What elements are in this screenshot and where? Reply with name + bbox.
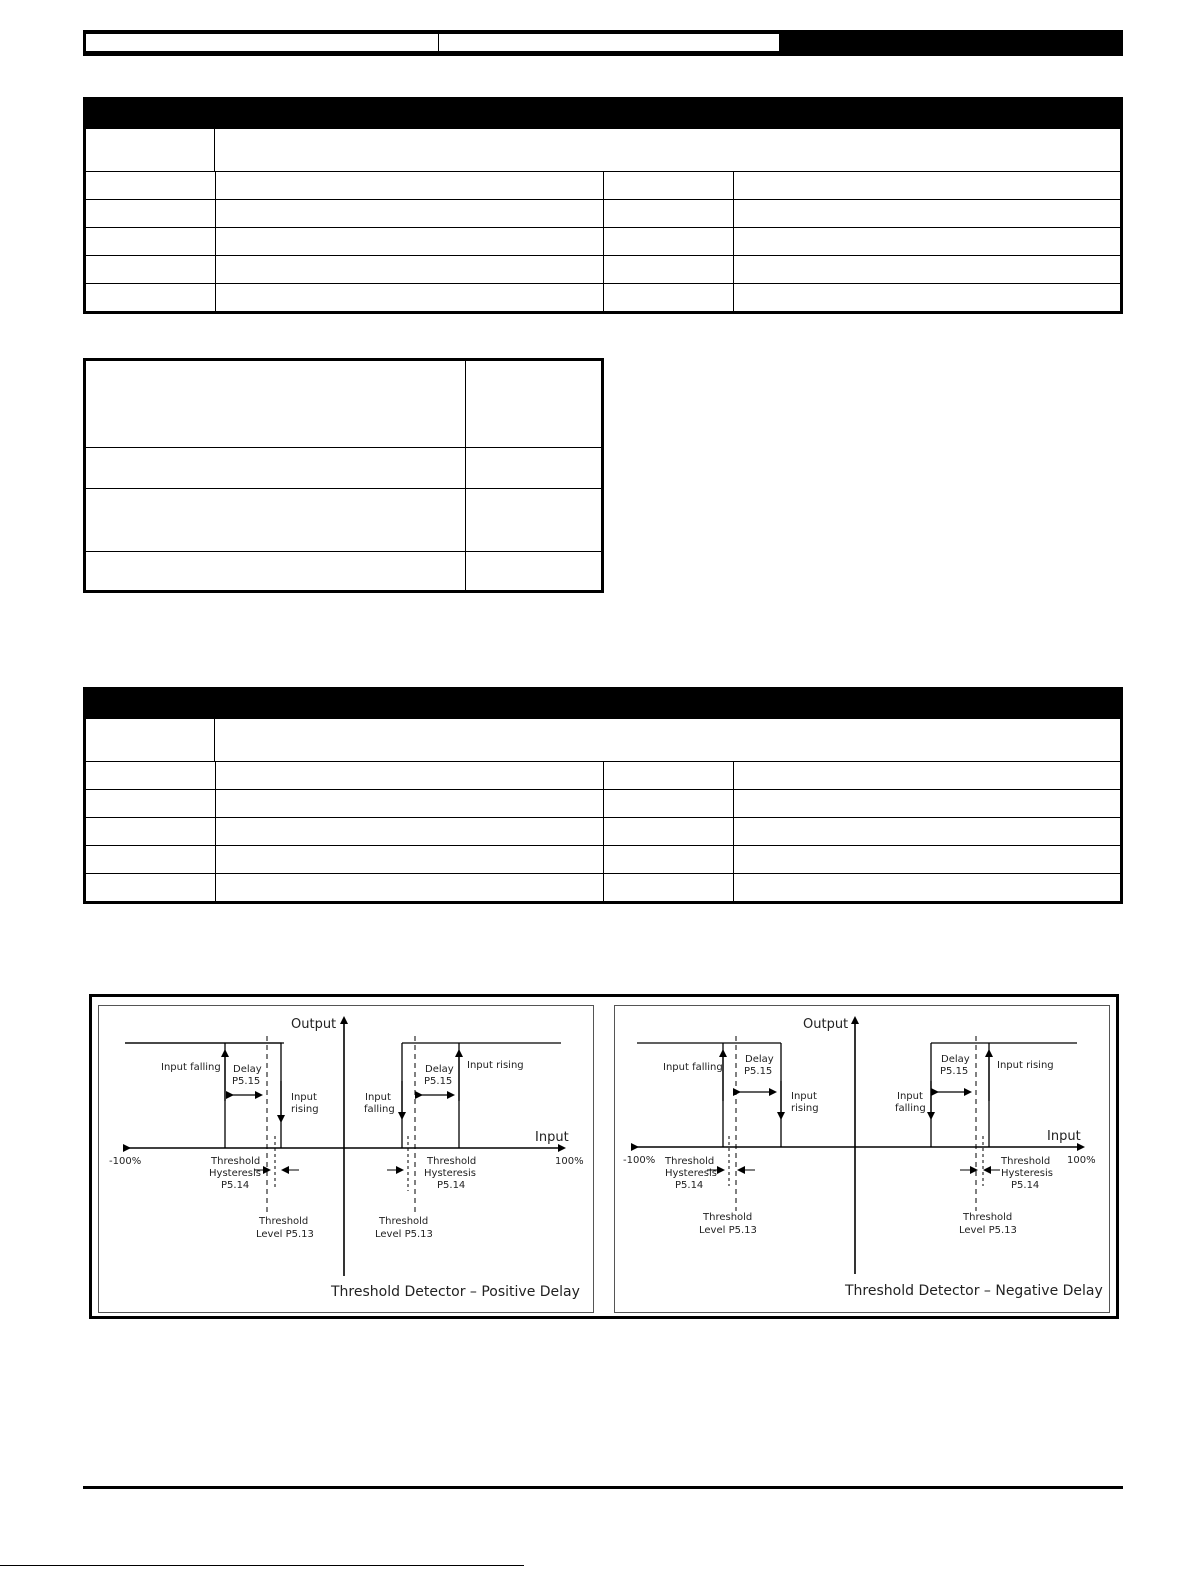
svg-text:Input rising: Input rising xyxy=(997,1060,1054,1071)
svg-text:P5.15: P5.15 xyxy=(424,1076,453,1087)
svg-text:P5.14: P5.14 xyxy=(221,1180,250,1191)
svg-text:Input: Input xyxy=(291,1092,317,1103)
svg-text:Hysteresis: Hysteresis xyxy=(665,1168,717,1179)
parameter-table-1 xyxy=(83,97,1123,314)
table-row xyxy=(86,846,1120,874)
svg-text:P5.14: P5.14 xyxy=(437,1180,466,1191)
svg-text:Threshold: Threshold xyxy=(259,1216,309,1227)
table-row xyxy=(86,361,601,448)
footnote-rule xyxy=(0,1565,524,1566)
footer-rule xyxy=(83,1486,1123,1489)
parameter-table-title xyxy=(86,690,1120,719)
svg-text:Input: Input xyxy=(791,1091,817,1102)
svg-text:Threshold: Threshold xyxy=(379,1216,429,1227)
svg-text:Level P5.13: Level P5.13 xyxy=(256,1229,314,1240)
svg-text:P5.15: P5.15 xyxy=(940,1066,969,1077)
svg-text:falling: falling xyxy=(895,1103,926,1114)
svg-text:Threshold: Threshold xyxy=(427,1156,477,1167)
table-row xyxy=(86,874,1120,901)
svg-text:Input rising: Input rising xyxy=(467,1060,524,1071)
svg-text:rising: rising xyxy=(291,1104,319,1115)
header-cell-left xyxy=(86,34,438,51)
svg-text:Delay: Delay xyxy=(233,1064,262,1075)
svg-text:Input: Input xyxy=(365,1092,391,1103)
output-axis-label: Output xyxy=(803,1017,849,1032)
svg-text:Level P5.13: Level P5.13 xyxy=(375,1229,433,1240)
settings-table xyxy=(83,358,604,593)
neg100-label: -100% xyxy=(109,1156,142,1167)
negative-delay-graph xyxy=(615,1006,1111,1314)
svg-text:Threshold: Threshold xyxy=(703,1212,753,1223)
svg-text:Input falling: Input falling xyxy=(663,1062,723,1073)
svg-text:Delay: Delay xyxy=(745,1054,774,1065)
table-row xyxy=(86,448,601,489)
svg-text:Delay: Delay xyxy=(941,1054,970,1065)
svg-text:Level P5.13: Level P5.13 xyxy=(699,1225,757,1236)
svg-text:-100%: -100% xyxy=(623,1155,656,1166)
threshold-detector-diagram xyxy=(89,994,1119,1319)
table-row xyxy=(86,256,1120,284)
svg-text:Threshold: Threshold xyxy=(963,1212,1013,1223)
table-row xyxy=(86,790,1120,818)
svg-text:Hysteresis: Hysteresis xyxy=(209,1168,261,1179)
svg-text:falling: falling xyxy=(364,1104,395,1115)
positive-delay-graph xyxy=(99,1006,595,1314)
svg-text:Threshold: Threshold xyxy=(665,1156,715,1167)
svg-text:P5.15: P5.15 xyxy=(232,1076,261,1087)
parameter-description-row xyxy=(86,129,1120,172)
pos100-label: 100% xyxy=(555,1156,584,1167)
negative-delay-caption: Threshold Detector – Negative Delay xyxy=(845,1283,1103,1299)
positive-delay-caption: Threshold Detector – Positive Delay xyxy=(331,1284,580,1300)
svg-text:Threshold: Threshold xyxy=(211,1156,261,1167)
header-cell-middle xyxy=(439,34,779,51)
input-axis-label: Input xyxy=(535,1130,569,1145)
svg-text:P5.14: P5.14 xyxy=(675,1180,704,1191)
parameter-table-title xyxy=(86,100,1120,129)
table-row xyxy=(86,489,601,552)
svg-text:P5.14: P5.14 xyxy=(1011,1180,1040,1191)
input-axis-label: Input xyxy=(1047,1129,1081,1144)
table-row xyxy=(86,762,1120,790)
parameter-table-2 xyxy=(83,687,1123,904)
svg-text:100%: 100% xyxy=(1067,1155,1096,1166)
table-row xyxy=(86,200,1120,228)
svg-text:P5.15: P5.15 xyxy=(744,1066,773,1077)
svg-text:Hysteresis: Hysteresis xyxy=(1001,1168,1053,1179)
svg-text:Level P5.13: Level P5.13 xyxy=(959,1225,1017,1236)
svg-text:Input: Input xyxy=(897,1091,923,1102)
table-row xyxy=(86,228,1120,256)
input-falling-label: Input falling xyxy=(161,1062,221,1073)
table-row xyxy=(86,284,1120,311)
positive-delay-panel xyxy=(98,1005,594,1313)
svg-text:rising: rising xyxy=(791,1103,819,1114)
table-row xyxy=(86,552,601,590)
svg-text:Delay: Delay xyxy=(425,1064,454,1075)
page-header-bar xyxy=(83,30,1123,56)
parameter-description-row xyxy=(86,719,1120,762)
svg-text:Threshold: Threshold xyxy=(1001,1156,1051,1167)
svg-text:Hysteresis: Hysteresis xyxy=(424,1168,476,1179)
table-row xyxy=(86,172,1120,200)
negative-delay-panel xyxy=(614,1005,1110,1313)
output-axis-label: Output xyxy=(291,1017,337,1032)
table-row xyxy=(86,818,1120,846)
